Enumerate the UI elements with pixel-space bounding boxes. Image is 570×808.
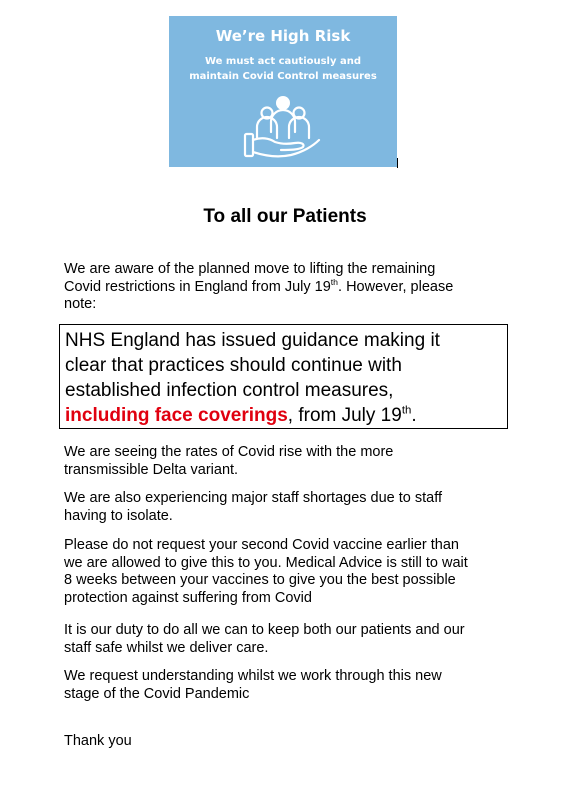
callout-line-2: clear that practices should continue with [65, 355, 402, 376]
high-risk-banner [169, 16, 397, 167]
request-line-2: stage of the Covid Pandemic [64, 685, 250, 702]
callout-line-3: established infection control measures, [65, 380, 394, 401]
banner-subtitle-line-1: We must act cautiously and [204, 56, 362, 67]
intro-line-2a: Covid restrictions in England from July 19 [64, 278, 331, 295]
intro-line-2b: . However, please [338, 278, 454, 295]
people-in-hand-icon [243, 94, 323, 164]
banner-title: We’re High Risk [215, 27, 351, 45]
thank-you: Thank you [64, 733, 132, 749]
guidance-callout-box [59, 324, 508, 429]
delta-line-1: We are seeing the rates of Covid rise with the more [64, 444, 394, 460]
delta-line-2: transmissible Delta variant. [64, 461, 239, 478]
callout-line-4-sup: th [401, 404, 412, 417]
duty-paragraph [64, 622, 514, 657]
intro-paragraph [64, 261, 514, 314]
vaccine-line-1: Please do not request your second Covid vaccine earlier than [64, 537, 459, 553]
intro-line-3: note: [64, 296, 97, 312]
callout-line-1: NHS England has issued guidance making it [65, 330, 440, 351]
staff-line-2: having to isolate. [64, 507, 173, 524]
staff-line-1: We are also experiencing major staff shortages due to staff [64, 490, 443, 506]
intro-line-2-sup: th [330, 276, 339, 287]
duty-line-2: staff safe whilst we deliver care. [64, 639, 269, 656]
callout-line-4-rest: , from July 19 [287, 405, 402, 426]
intro-line-1: We are aware of the planned move to lifting the remaining [64, 261, 436, 277]
request-paragraph [64, 668, 514, 703]
duty-line-1: It is our duty to do all we can to keep both our patients and our [64, 622, 465, 638]
page-title: To all our Patients [203, 206, 367, 227]
banner-subtitle [175, 54, 391, 84]
staff-paragraph [64, 490, 514, 525]
callout-line-4-end: . [411, 405, 417, 426]
vaccine-paragraph [64, 537, 514, 607]
image-edge-mark [397, 158, 398, 168]
delta-paragraph [64, 444, 514, 479]
callout-highlight: including face coverings [65, 405, 288, 426]
banner-subtitle-line-2: maintain Covid Control measures [189, 71, 377, 82]
request-line-1: We request understanding whilst we work through this new [64, 668, 442, 684]
vaccine-line-3: 8 weeks between your vaccines to give you the best possible [64, 572, 456, 588]
vaccine-line-4: protection against suffering from Covid [64, 589, 312, 606]
vaccine-line-2: we are allowed to give this to you. Medical Advice is still to wait [64, 554, 468, 571]
